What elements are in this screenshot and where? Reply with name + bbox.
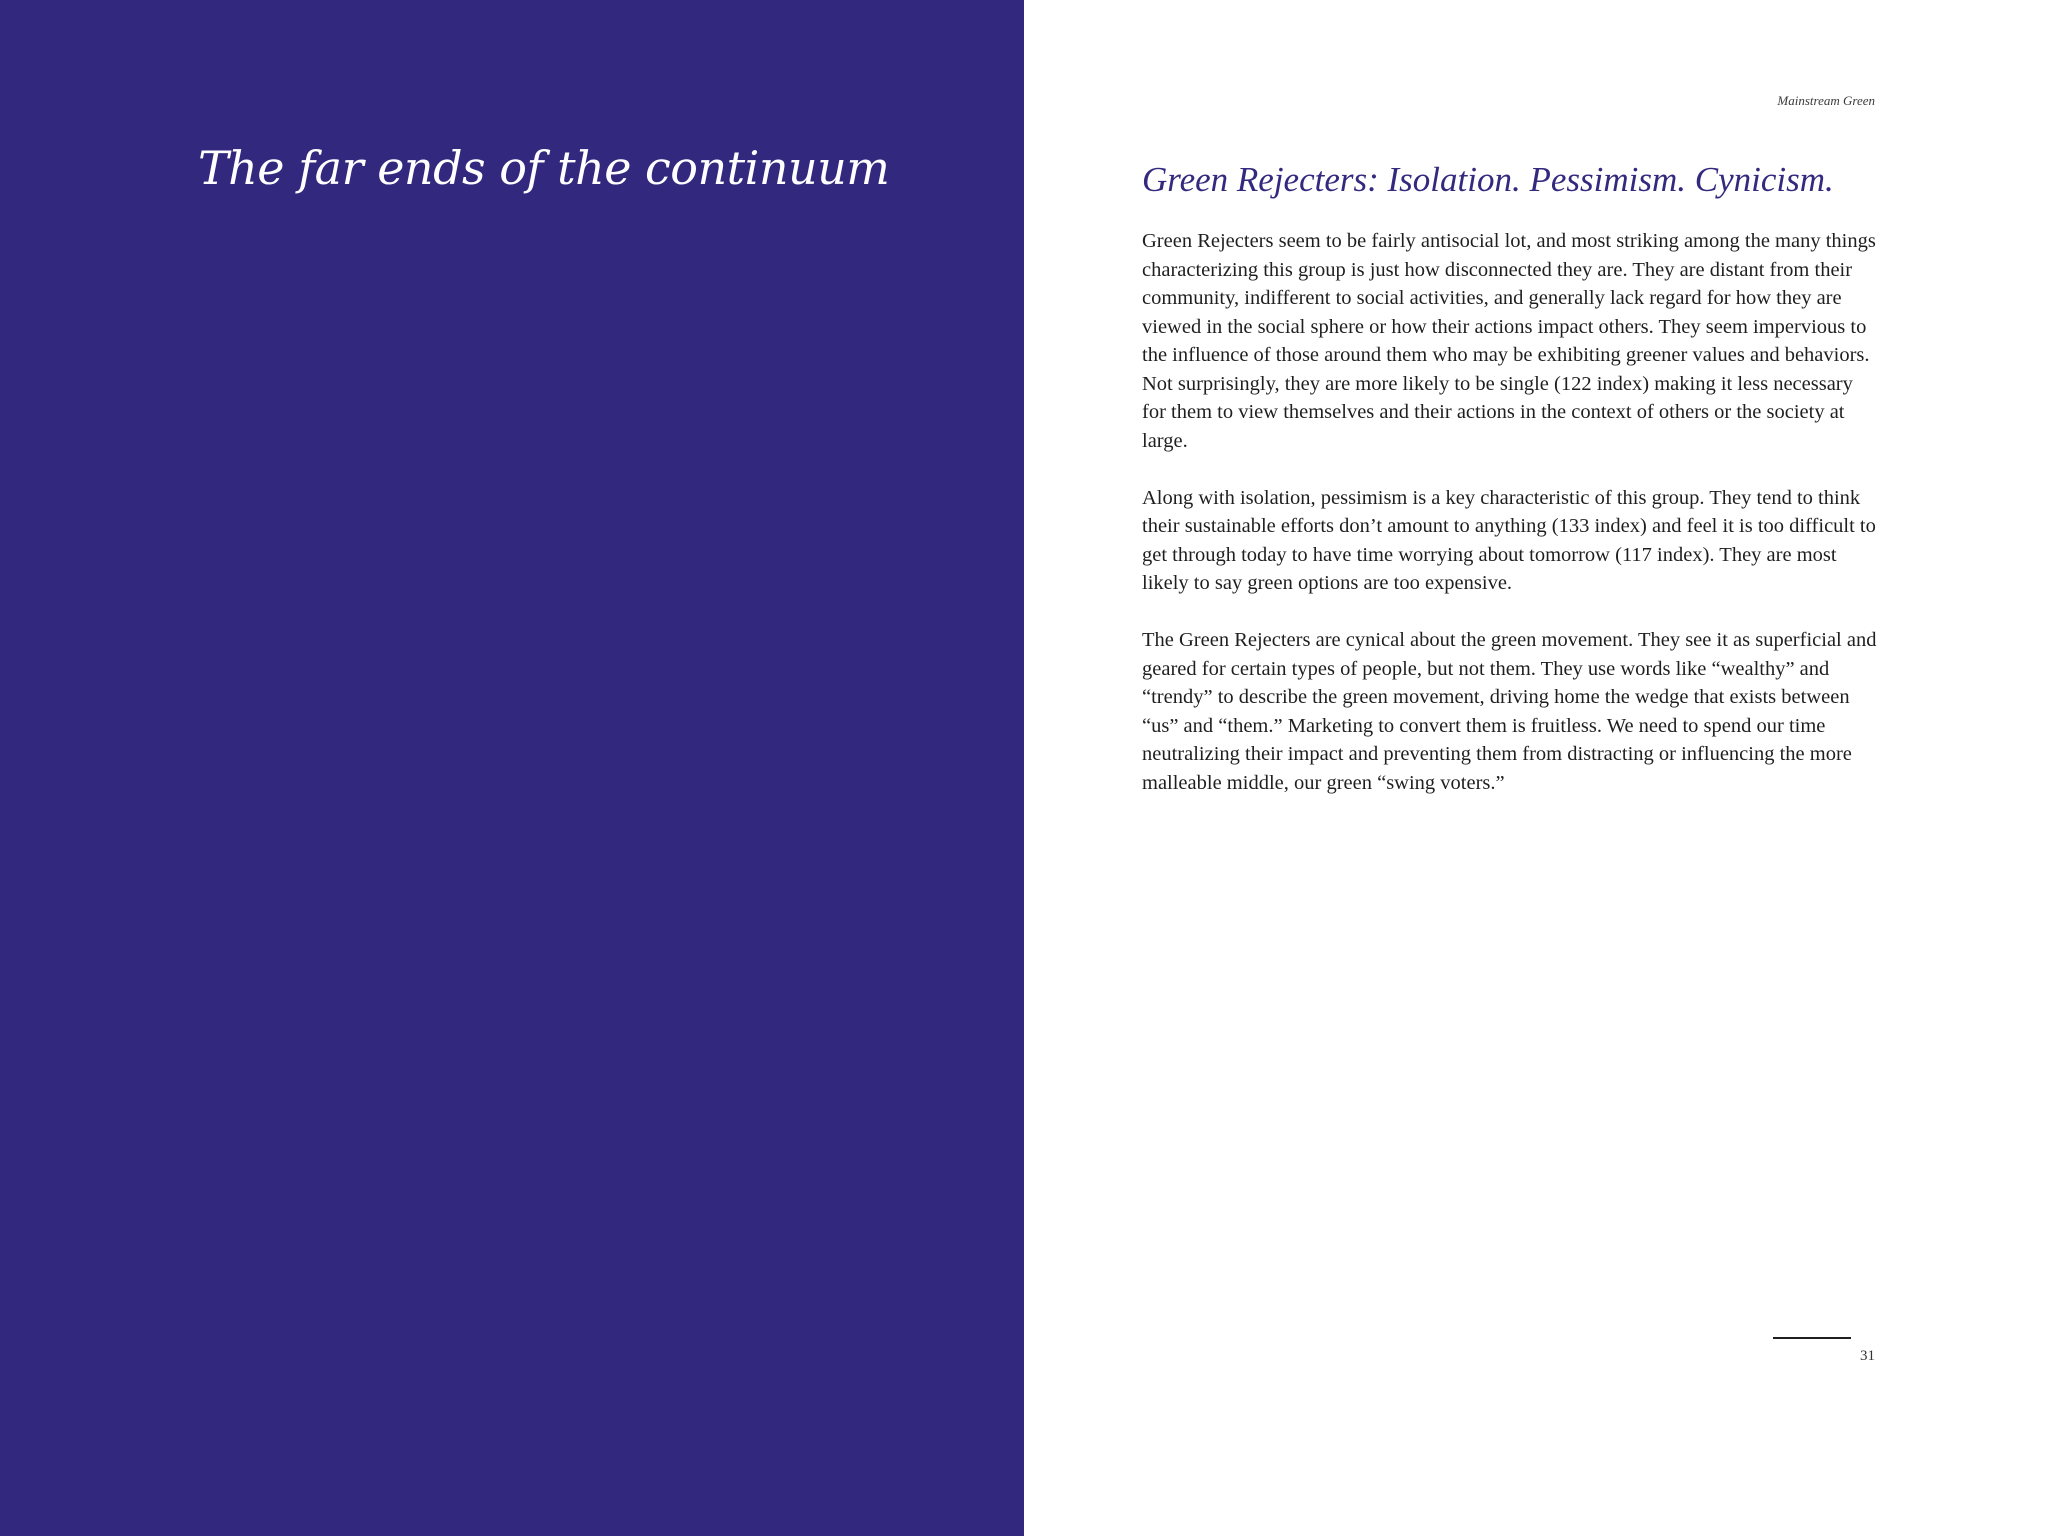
spread-title: The far ends of the continuum bbox=[198, 141, 890, 195]
folio-rule bbox=[1773, 1337, 1851, 1339]
paragraph-cynicism: The Green Rejecters are cynical about the green movement. They see it as superficial and geared for certain types of people, but not them. They use words like “wealthy” and “trendy” to describe the green movement, driving home the wedge that exists between “us” and “them.” Marketing to convert them is fruitless. We need to spend our time neutralizing their impact and preventing them from distracting or influencing the more malleable middle, our green “swing voters.” bbox=[1142, 629, 1877, 794]
paragraph-pessimism: Along with isolation, pessimism is a key characteristic of this group. They tend to think their sustainable efforts don’t amount to anything (133 index) and feel it is too difficult to get through today to have time worrying about tomorrow (117 index). They are most likely to say green options are too expensive. bbox=[1142, 486, 1876, 594]
right-page bbox=[1024, 0, 2048, 1536]
body-text bbox=[1142, 227, 1877, 826]
running-head: Mainstream Green bbox=[1777, 93, 1875, 108]
page-number: 31 bbox=[1860, 1348, 1875, 1364]
paragraph-isolation: Green Rejecters seem to be fairly antisocial lot, and most striking among the many things characterizing this group is just how disconnected they are. They are distant from their community, indifferent to social activities, and generally lack regard for how they are viewed in the social sphere or how their actions impact others. They seem impervious to the influence of those around them who may be exhibiting greener values and behaviors. Not surprisingly, they are more likely to be single (122 index) making it less necessary for them to view themselves and their actions in the context of others or the society at large. bbox=[1142, 230, 1876, 452]
section-heading: Green Rejecters: Isolation. Pessimism. Cynicism. bbox=[1142, 160, 1834, 199]
